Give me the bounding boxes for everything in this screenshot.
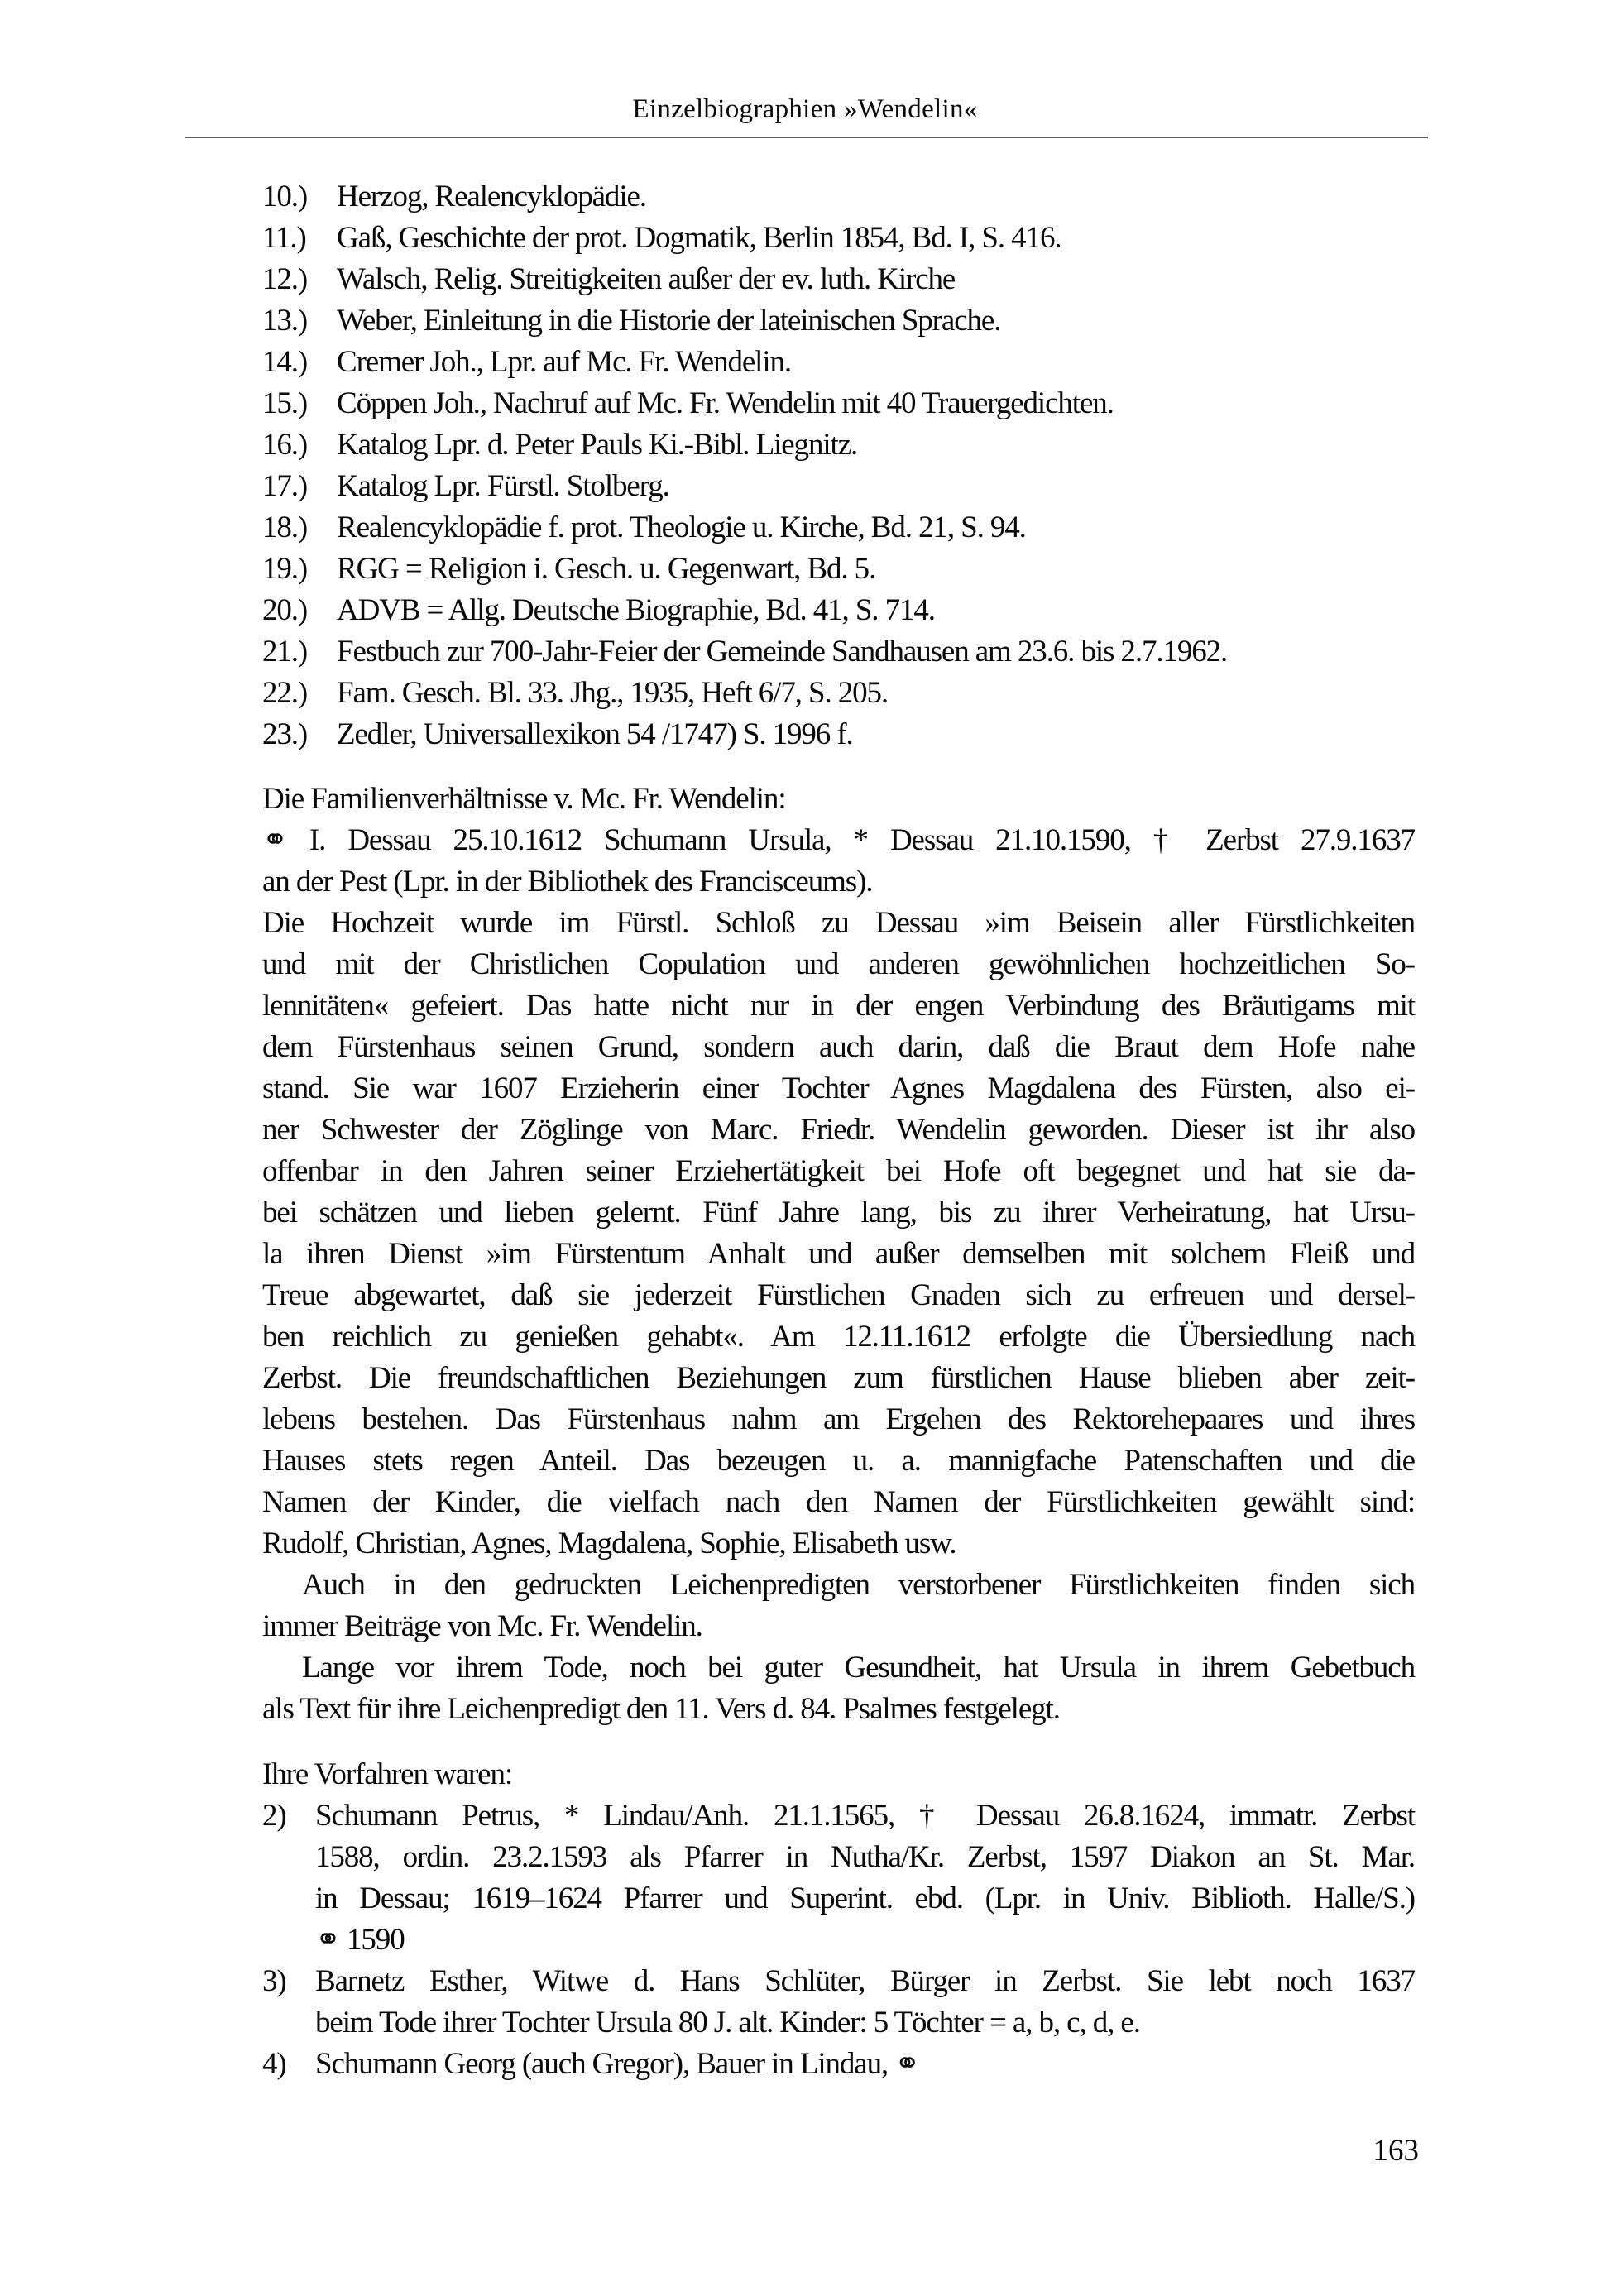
ancestor-item: [262, 2044, 1415, 2085]
reference-text: RGG = Religion i. Gesch. u. Gegenwart, Bd. 5.: [337, 552, 876, 586]
ancestor-number: [262, 1920, 315, 1961]
reference-text: Walsch, Relig. Streitigkeiten außer der ev. luth. Kirche: [337, 262, 956, 296]
ancestor-number: [262, 2002, 315, 2044]
reference-text: ADVB = Allg. Deutsche Biographie, Bd. 41, S. 714.: [337, 593, 935, 627]
reference-number: 23.): [262, 717, 308, 751]
reference-text: Katalog Lpr. d. Peter Pauls Ki.-Bibl. Liegnitz.: [337, 428, 858, 462]
page-content: [262, 0, 1415, 2085]
reference-number: 18.): [262, 510, 308, 544]
text-line: Rudolf, Christian, Agnes, Magdalena, Sophie, Elisabeth usw.: [262, 1527, 956, 1560]
reference-number: 16.): [262, 428, 308, 462]
ancestor-number: 3): [262, 1964, 286, 1998]
running-header: Einzelbiographien »Wendelin«: [632, 94, 978, 124]
text-line: lennitäten« gefeiert. Das hatte nicht nur in der engen Verbindung des Bräutigams mit: [262, 989, 1415, 1023]
ancestor-number: [262, 1878, 315, 1920]
reference-item: [262, 383, 1415, 424]
ancestor-number: 4): [262, 2047, 286, 2081]
reference-number: 12.): [262, 262, 308, 296]
reference-item: [262, 714, 1415, 755]
text-line: la ihren Dienst »im Fürstentum Anhalt und außer demselben mit solchem Fleiß und: [262, 1237, 1415, 1271]
reference-number: 15.): [262, 386, 308, 420]
ancestor-item: [262, 1878, 1415, 1920]
text-line: Auch in den gedruckten Leichenpredigten verstorbener Fürstlichkeiten finden sich: [302, 1568, 1415, 1602]
text-line: stand. Sie war 1607 Erzieherin einer Tochter Agnes Magdalena des Fürsten, also ei-: [262, 1071, 1415, 1105]
ancestor-text: Schumann Petrus, * Lindau/Anh. 21.1.1565, † Dessau 26.8.1624, immatr. Zerbst: [315, 1799, 1415, 1833]
ancestors-list: [262, 1795, 1415, 2085]
ancestor-number: 2): [262, 1799, 286, 1833]
text-line: immer Beiträge von Mc. Fr. Wendelin.: [262, 1609, 702, 1643]
reference-number: 10.): [262, 180, 308, 213]
reference-text: Cremer Joh., Lpr. auf Mc. Fr. Wendelin.: [337, 345, 792, 379]
ancestor-item: [262, 1920, 1415, 1961]
reference-item: [262, 673, 1415, 714]
reference-item: [262, 424, 1415, 466]
ancestor-item: [262, 1961, 1415, 2002]
text-line: Treue abgewartet, daß sie jederzeit Fürstlichen Gnaden sich zu erfreuen und dersel-: [262, 1278, 1415, 1312]
reference-item: [262, 466, 1415, 507]
reference-text: Realencyklopädie f. prot. Theologie u. Kirche, Bd. 21, S. 94.: [337, 510, 1026, 544]
ancestor-text: Schumann Georg (auch Gregor), Bauer in Lindau, ⚭: [315, 2047, 920, 2081]
ancestor-text: beim Tode ihrer Tochter Ursula 80 J. alt. Kinder: 5 Töchter = a, b, c, d, e.: [315, 2006, 1140, 2040]
page-number: 163: [1373, 2134, 1419, 2168]
ancestors-section: [262, 1754, 1415, 2085]
reference-text: Herzog, Realencyklopädie.: [337, 180, 646, 213]
text-line: ner Schwester der Zöglinge von Marc. Friedr. Wendelin geworden. Dieser ist ihr also: [262, 1113, 1415, 1147]
reference-item: [262, 631, 1415, 673]
ancestor-item: [262, 1837, 1415, 1878]
reference-text: Fam. Gesch. Bl. 33. Jhg., 1935, Heft 6/7, S. 205.: [337, 676, 889, 710]
text-line: bei schätzen und lieben gelernt. Fünf Jahre lang, bis zu ihrer Verheiratung, hat Ursu-: [262, 1196, 1415, 1229]
text-line: Hauses stets regen Anteil. Das bezeugen u. a. mannigfache Patenschaften und die: [262, 1444, 1415, 1478]
text-line: ⚭ I. Dessau 25.10.1612 Schumann Ursula, * Dessau 21.10.1590, † Zerbst 27.9.1637: [262, 823, 1415, 857]
ancestor-number: [262, 1837, 315, 1878]
references-list: [262, 176, 1415, 755]
text-line: offenbar in den Jahren seiner Erziehertätigkeit bei Hofe oft begegnet und hat sie da-: [262, 1154, 1415, 1188]
reference-text: Zedler, Universallexikon 54 /1747) S. 1996 f.: [337, 717, 853, 751]
reference-item: [262, 342, 1415, 383]
reference-number: 22.): [262, 676, 308, 710]
text-line: Lange vor ihrem Tode, noch bei guter Gesundheit, hat Ursula in ihrem Gebetbuch: [302, 1651, 1415, 1685]
family-section-heading: Die Familienverhältnisse v. Mc. Fr. Wendelin:: [262, 782, 786, 816]
ancestor-item: [262, 2002, 1415, 2044]
ancestor-text: in Dessau; 1619–1624 Pfarrer und Superint. ebd. (Lpr. in Univ. Biblioth. Halle/S.): [315, 1881, 1415, 1915]
reference-number: 13.): [262, 304, 308, 338]
text-line: und mit der Christlichen Copulation und anderen gewöhnlichen hochzeitlichen So-: [262, 947, 1415, 981]
reference-text: Katalog Lpr. Fürstl. Stolberg.: [337, 469, 669, 503]
reference-item: [262, 507, 1415, 549]
reference-text: Gaß, Geschichte der prot. Dogmatik, Berlin 1854, Bd. I, S. 416.: [337, 221, 1061, 255]
ancestors-heading: Ihre Vorfahren waren:: [262, 1757, 513, 1791]
text-line: als Text für ihre Leichenpredigt den 11. Vers d. 84. Psalmes festgelegt.: [262, 1692, 1060, 1726]
reference-number: 21.): [262, 635, 308, 669]
text-line: Die Hochzeit wurde im Fürstl. Schloß zu Dessau »im Beisein aller Fürstlichkeiten: [262, 906, 1415, 940]
reference-item: [262, 300, 1415, 342]
ancestor-item: [262, 1795, 1415, 1837]
family-section: [262, 779, 1415, 1730]
reference-number: 20.): [262, 593, 308, 627]
family-paragraphs: [262, 820, 1415, 1730]
reference-text: Cöppen Joh., Nachruf auf Mc. Fr. Wendelin mit 40 Trauergedichten.: [337, 386, 1114, 420]
ancestor-text: Barnetz Esther, Witwe d. Hans Schlüter, Bürger in Zerbst. Sie lebt noch 1637: [315, 1964, 1415, 1998]
text-line: Namen der Kinder, die vielfach nach den Namen der Fürstlichkeiten gewählt sind:: [262, 1485, 1415, 1519]
text-line: ben reichlich zu genießen gehabt«. Am 12.11.1612 erfolgte die Übersiedlung nach: [262, 1320, 1415, 1354]
text-line: lebens bestehen. Das Fürstenhaus nahm am Ergehen des Rektorehepaares und ihres: [262, 1402, 1415, 1436]
reference-item: [262, 549, 1415, 590]
ancestor-text: ⚭ 1590: [315, 1923, 405, 1957]
text-line: Zerbst. Die freundschaftlichen Beziehungen zum fürstlichen Hause blieben aber zeit-: [262, 1361, 1415, 1395]
reference-number: 17.): [262, 469, 308, 503]
reference-text: Weber, Einleitung in die Historie der lateinischen Sprache.: [337, 304, 1001, 338]
text-line: dem Fürstenhaus seinen Grund, sondern auch darin, daß die Braut dem Hofe nahe: [262, 1030, 1415, 1064]
reference-number: 19.): [262, 552, 308, 586]
reference-item: [262, 590, 1415, 631]
reference-item: [262, 176, 1415, 218]
reference-item: [262, 259, 1415, 300]
reference-number: 11.): [262, 221, 306, 255]
reference-item: [262, 218, 1415, 259]
ancestor-text: 1588, ordin. 23.2.1593 als Pfarrer in Nutha/Kr. Zerbst, 1597 Diakon an St. Mar.: [315, 1840, 1415, 1874]
text-line: an der Pest (Lpr. in der Bibliothek des Francisceums).: [262, 865, 873, 899]
reference-text: Festbuch zur 700-Jahr-Feier der Gemeinde Sandhausen am 23.6. bis 2.7.1962.: [337, 635, 1228, 669]
reference-number: 14.): [262, 345, 308, 379]
